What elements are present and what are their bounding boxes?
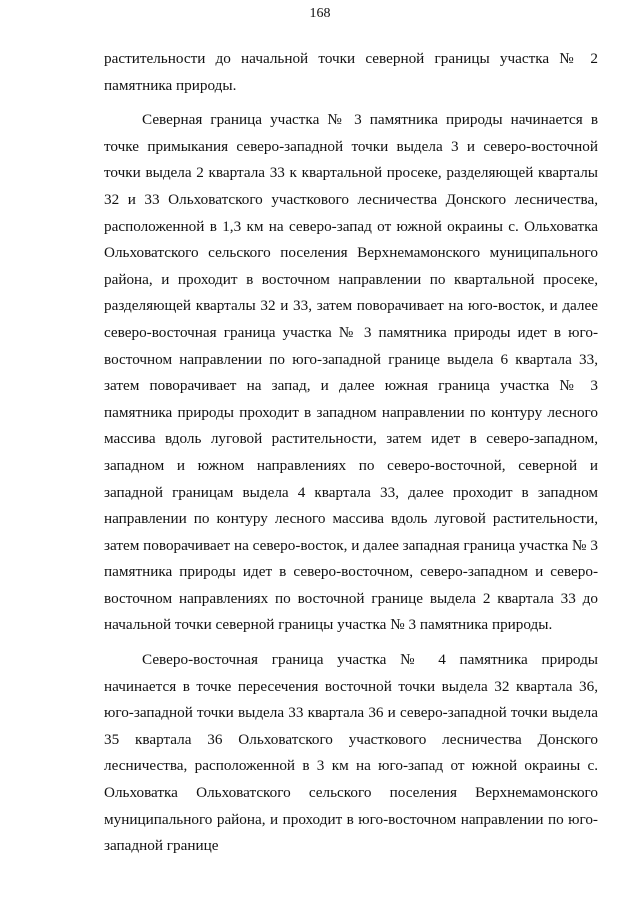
paragraph-section-3-boundary: Северная граница участка № 3 памятника природы начинается в точке примыкания северо-западной точки выдела 3 и северо-восточной точки выдела 2 квартала 33 к квартальной просеке, разделяющей кварталы 32 и 33 Ольховатского участкового лесничества Донского лесничества, расположенной в 1,3 км на северо-запад от южной окраины с. Ольховатка Ольховатского сельского поселения Верхнемамонского муниципального района, и проходит в восточном направлении по квартальной просеке, разделяющей кварталы 32 и 33, затем поворачивает на юго-восток, и далее северо-восточная граница участка № 3 памятника природы идет в юго-восточном направлении по юго-западной границе выдела 6 квартала 33, затем поворачивает на запад, и далее южная граница участка № 3 памятника природы проходит в западном направлении по контуру лесного массива вдоль луговой растительности, затем идет в северо-западном, западном и южном направлениях по северо-восточной, северной и западной границам выдела 4 квартала 33, далее проходит в западном направлении по контуру лесного массива вдоль луговой растительности, затем поворачивает на северо-восток, и далее западная граница участка № 3 памятника природы идет в северо-восточном, северо-западном и северо-восточном направлениях по восточной границе выдела 2 квартала 33 до начальной точки северной границы участка № 3 памятника природы.: [104, 111, 598, 634]
paragraph-continuation: растительности до начальной точки северной границы участка № 2 памятника природы.: [104, 50, 598, 94]
document-body: [104, 46, 598, 860]
page-number: 168: [309, 6, 331, 21]
paragraph-section-4-boundary: Северо-восточная граница участка № 4 памятника природы начинается в точке пересечения восточной точки выдела 32 квартала 36, юго-западной точки выдела 33 квартала 36 и северо-западной точки выдела 35 квартала 36 Ольховатского участкового лесничества Донского лесничества, расположенной в 3 км на юго-запад от южной окраины с. Ольховатка Ольховатского сельского поселения Верхнемамонского муниципального района, и проходит в юго-восточном направлении по юго-западной границе: [104, 651, 598, 855]
